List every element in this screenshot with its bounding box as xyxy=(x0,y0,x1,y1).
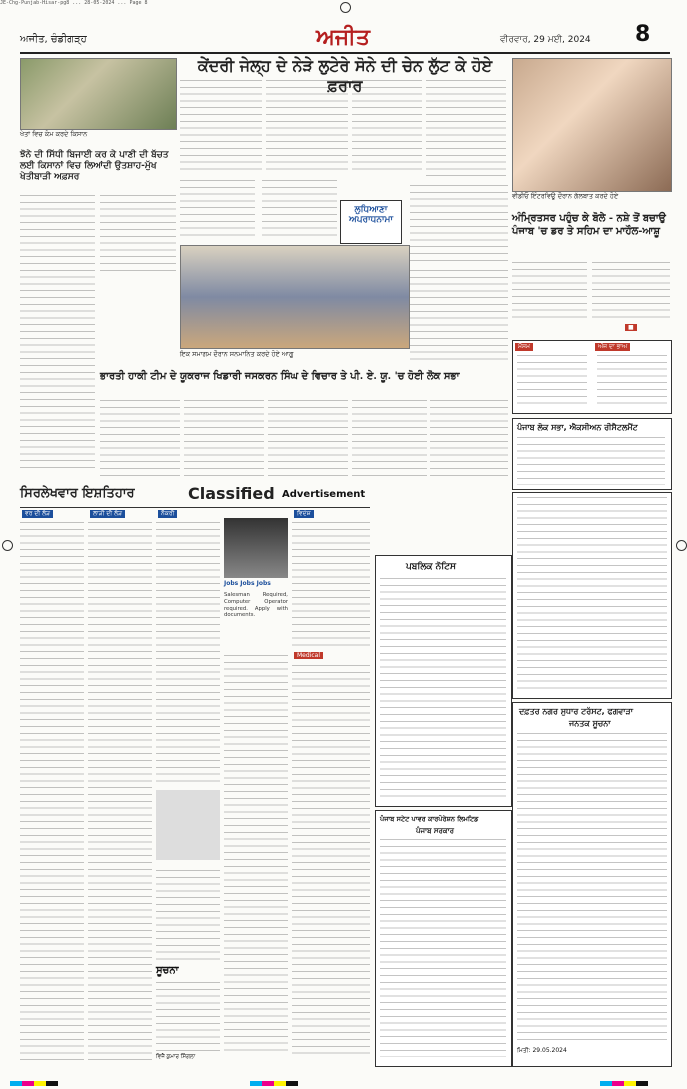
weather-title: ਮੌਸਮ xyxy=(515,343,533,351)
ludhiana-apradh-box: ਲੁਧਿਆਣਾ ਅਪਰਾਧਨਾਮਾ xyxy=(340,200,402,244)
right-story-col-1 xyxy=(512,262,587,322)
market-title: ਅੱਜ ਦਾ ਭਾਅ xyxy=(595,343,630,351)
market-lines xyxy=(597,355,667,407)
farm-photo-caption: ਖੇਤਾਂ ਵਿਚ ਕੰਮ ਕਰਦੇ ਕਿਸਾਨ xyxy=(20,130,88,138)
side-story-col-1 xyxy=(20,195,95,470)
col-lines xyxy=(88,522,152,1062)
right-headline: ਅੰਮ੍ਰਿਤਸਰ ਪਹੁੰਚ ਕੇ ਬੋਲੇ - ਨਸ਼ੇ ਤੋਂ ਬਚਾਉ ਪੰਜਾਬ 'ਚ ਡਰ ਤੇ ਸਹਿਮ ਦਾ ਮਾਹੌਲ-ਆਸ਼ੂ xyxy=(512,213,666,237)
pspcl-title: ਪੰਜਾਬ ਸਟੇਟ ਪਾਵਰ ਕਾਰਪੋਰੇਸ਼ਨ ਲਿਮਟਿਡ xyxy=(380,815,479,823)
sample-ad: Salesman Required, Computer Operator required. Apply with documents. xyxy=(224,592,288,619)
color-bar-icon xyxy=(250,1081,298,1086)
hockey-headline: ਭਾਰਤੀ ਹਾਕੀ ਟੀਮ ਦੇ ਯੂਕਰਾਜ ਖਿਡਾਰੀ ਜਸਕਰਨ ਸਿੰਘ ਦੇ ਵਿਚਾਰ ਤੇ ਪੀ. ਏ. ਯੂ. 'ਚ ਹੋਈ ਲੋਕ ਸਭਾ xyxy=(100,371,460,382)
newspaper-logo: ਅਜੀਤ xyxy=(316,24,370,50)
col-lines xyxy=(292,522,370,647)
masthead xyxy=(20,22,670,54)
municipal-notice-box xyxy=(512,702,672,1067)
businessman-photo xyxy=(224,518,288,578)
lead-text-col-2 xyxy=(266,80,348,170)
lead-text-col-3 xyxy=(352,80,422,170)
col-lines xyxy=(156,870,220,960)
tender-title: ਪੰਜਾਬ ਲੋਕ ਸਭਾ, ਐਕਸੀਅਨ ਰੀਸੈਟਲਮੈਂਟ xyxy=(517,423,638,432)
public-notice-title: ਪਬਲਿਕ ਨੋਟਿਸ xyxy=(406,562,456,572)
edition-label: ਅਜੀਤ, ਚੰਡੀਗੜ੍ਹ xyxy=(20,34,87,45)
medical-label: Medical xyxy=(294,652,323,659)
punjab-tender-box xyxy=(512,418,672,490)
classified-col-1 xyxy=(20,510,84,1065)
col-label: ਵਰ ਦੀ ਲੋੜ xyxy=(22,510,53,518)
col-label: ਨੌਕਰੀ xyxy=(158,510,177,518)
side-story-col-2 xyxy=(100,195,176,275)
ad-graphic xyxy=(156,790,220,860)
hockey-col-4 xyxy=(352,400,427,480)
lead-text-col-4 xyxy=(426,80,506,180)
interview-photo xyxy=(512,58,672,192)
col-lines xyxy=(156,982,220,1052)
col-lines xyxy=(156,522,220,782)
classified-col-2 xyxy=(88,510,152,1065)
registration-mark-icon xyxy=(2,540,13,551)
job-banner: Jobs Jobs Jobs xyxy=(224,580,271,587)
mid-col-4 xyxy=(410,270,508,360)
hockey-col-5 xyxy=(430,400,508,480)
color-bar-icon xyxy=(600,1081,648,1086)
suchna-title: ਸੂਚਨਾ xyxy=(156,965,179,976)
municipal-lines xyxy=(517,733,667,1043)
right-notice-box xyxy=(512,492,672,699)
col-lines xyxy=(20,522,84,1062)
classified-col-4 xyxy=(224,510,288,1065)
janak-suchna-title: ਜਨਤਕ ਸੂਚਨਾ xyxy=(569,719,611,728)
col-label: ਲਾੜੀ ਦੀ ਲੋੜ xyxy=(90,510,125,518)
classified-col-3 xyxy=(156,510,220,1065)
issue-date: ਵੀਰਵਾਰ, 29 ਮਈ, 2024 xyxy=(500,35,591,45)
pspcl-lines xyxy=(380,839,506,1057)
right-notice-lines xyxy=(517,497,667,693)
mid-col-3 xyxy=(410,185,508,265)
registration-mark-icon xyxy=(676,540,687,551)
classified-advertisement: Advertisement xyxy=(282,489,366,500)
group-photo xyxy=(180,245,410,349)
hockey-col-1 xyxy=(100,400,180,480)
classified-col-5 xyxy=(292,510,370,1065)
col-label: ਵਿਦੇਸ਼ xyxy=(294,510,314,518)
print-header: JE-Chg-Punjab-Hisar-pg8 ... 28-05-2024 ... Page 8 xyxy=(0,0,148,6)
hockey-col-3 xyxy=(268,400,348,480)
mid-col-2 xyxy=(262,180,337,240)
municipal-title: ਦਫ਼ਤਰ ਨਗਰ ਸੁਧਾਰ ਟਰੱਸਟ, ਫਗਵਾੜਾ xyxy=(519,707,634,716)
weather-market-box xyxy=(512,340,672,414)
classified-english-title: Classified xyxy=(188,484,275,503)
lead-text-col-1 xyxy=(180,80,262,170)
farm-photo xyxy=(20,58,177,130)
weather-lines xyxy=(517,355,587,407)
classified-punjabi-title: ਸਿਰਲੇਖਵਾਰ ਇਸ਼ਤਿਹਾਰ xyxy=(20,486,135,501)
pspcl-box xyxy=(375,810,512,1067)
color-bar-icon xyxy=(10,1081,58,1086)
punjab-govt-label: ਪੰਜਾਬ ਸਰਕਾਰ xyxy=(416,827,455,835)
page-number: 8 xyxy=(635,22,651,47)
col-lines xyxy=(292,665,370,1055)
notice-date: ਮਿਤੀ: 29.05.2024 xyxy=(517,1047,567,1054)
classified-header xyxy=(20,486,370,506)
print-footer xyxy=(0,1079,687,1089)
hockey-col-2 xyxy=(184,400,264,480)
registration-mark-icon xyxy=(340,2,351,13)
interview-photo-caption: ਵੀਡੀਓ ਇੰਟਰਵਿਊ ਦੌਰਾਨ ਗੱਲਬਾਤ ਕਰਦੇ ਹੋਏ xyxy=(512,192,619,200)
side-story-headline: ਝੋਨੇ ਦੀ ਸਿੱਧੀ ਬਿਜਾਈ ਕਰ ਕੇ ਪਾਣੀ ਦੀ ਬੱਚਤ ਲਈ ਕਿਸਾਨਾਂ ਵਿਚ ਲਿਆਂਦੀ ਉਤਸ਼ਾਹ-ਮੁੱਖ ਖੇਤੀਬਾੜੀ ਅਫ਼ਸਰ xyxy=(20,150,169,182)
col-lines xyxy=(224,655,288,1055)
classified-rule xyxy=(20,507,370,508)
mid-col-1 xyxy=(180,180,255,240)
tender-lines xyxy=(517,437,665,485)
right-story-col-2 xyxy=(592,262,670,322)
public-notice-box xyxy=(375,555,512,807)
right-story-tag: ■ xyxy=(625,324,637,331)
notice-person: ਵਿਜੈ ਕੁਮਾਰ ਸਿੰਗਲਾ xyxy=(156,1054,196,1060)
lead-headline: ਕੇਂਦਰੀ ਜੇਲ੍ਹ ਦੇ ਨੇੜੇ ਲੁਟੇਰੇ ਸੋਨੇ ਦੀ ਚੇਨ ਲੁੱਟ ਕੇ ਹੋਏ ਫ਼ਰਾਰ xyxy=(197,56,493,95)
group-photo-caption: ਇਕ ਸਮਾਗਮ ਦੌਰਾਨ ਸਨਮਾਨਿਤ ਕਰਦੇ ਹੋਏ ਆਗੂ xyxy=(180,350,294,358)
public-notice-lines xyxy=(380,578,506,798)
